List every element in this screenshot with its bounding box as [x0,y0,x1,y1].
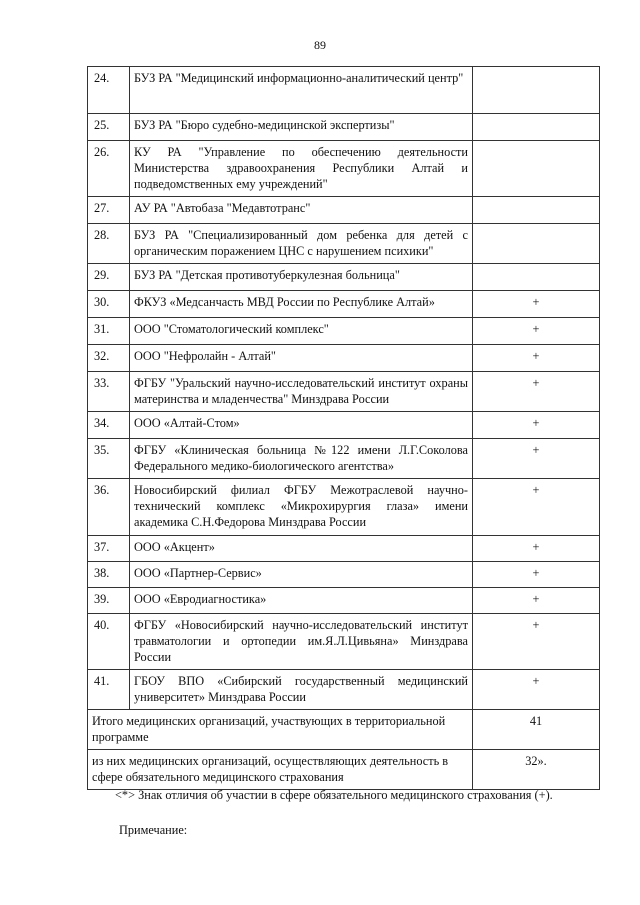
table-row [88,197,600,224]
row-number: 40. [88,614,130,670]
row-number: 38. [88,562,130,588]
organization-name: ФГБУ «Новосибирский научно-исследовательский институт травматологии и ортопедии им.Я.Л.Цивьяна» Минздрава России [130,614,473,670]
total-label: из них медицинских организаций, осуществляющих деятельность в сфере обязательного медицинского страхования [88,750,473,790]
total-label: Итого медицинских организаций, участвующих в территориальной программе [88,710,473,750]
oms-mark: + [473,318,600,345]
oms-mark [473,224,600,264]
table-row [88,114,600,141]
total-value: 32». [473,750,600,790]
row-number: 35. [88,439,130,479]
table-row [88,562,600,588]
organization-name: БУЗ РА "Специализированный дом ребенка для детей с органическим поражением ЦНС с нарушением психики" [130,224,473,264]
row-number: 26. [88,141,130,197]
row-number: 27. [88,197,130,224]
organization-name: ФГБУ "Уральский научно-исследовательский институт охраны материнства и младенчества" Минздрава России [130,372,473,412]
organization-name: ООО "Стоматологический комплекс" [130,318,473,345]
table-row [88,67,600,114]
total-value: 41 [473,710,600,750]
totals-row [88,710,600,750]
organization-name: АУ РА "Автобаза "Медавтотранс" [130,197,473,224]
table-row [88,372,600,412]
organization-name: ГБОУ ВПО «Сибирский государственный медицинский университет» Минздрава России [130,670,473,710]
row-number: 41. [88,670,130,710]
totals-row [88,750,600,790]
oms-mark [473,114,600,141]
organization-name: ФГБУ «Клиническая больница №122 имени Л.Г.Соколова Федерального медико-биологического агентства» [130,439,473,479]
table-row [88,264,600,291]
oms-mark: + [473,372,600,412]
table-row [88,479,600,536]
table-row [88,224,600,264]
oms-mark: + [473,291,600,318]
organization-name: ООО «Партнер-Сервис» [130,562,473,588]
row-number: 29. [88,264,130,291]
table-row [88,412,600,439]
row-number: 28. [88,224,130,264]
table-row [88,614,600,670]
row-number: 31. [88,318,130,345]
organization-name: ООО "Нефролайн - Алтай" [130,345,473,372]
row-number: 30. [88,291,130,318]
oms-mark: + [473,536,600,562]
row-number: 32. [88,345,130,372]
oms-mark: + [473,439,600,479]
table-row [88,345,600,372]
organization-name: ООО «Алтай-Стом» [130,412,473,439]
table-row [88,439,600,479]
row-number: 37. [88,536,130,562]
table-row [88,588,600,614]
oms-mark [473,141,600,197]
note-label: Примечание: [119,823,188,837]
oms-mark: + [473,670,600,710]
organization-name: ФКУЗ «Медсанчасть МВД России по Республике Алтай» [130,291,473,318]
row-number: 36. [88,479,130,536]
oms-mark: + [473,479,600,536]
organization-name: БУЗ РА "Бюро судебно-медицинской экспертизы" [130,114,473,141]
table-row [88,670,600,710]
oms-mark: + [473,412,600,439]
organization-name: КУ РА "Управление по обеспечению деятельности Министерства здравоохранения Республики Алтай и подведомственных ему учреждений" [130,141,473,197]
organizations-table [87,66,600,790]
organization-name: ООО «Акцент» [130,536,473,562]
row-number: 33. [88,372,130,412]
oms-mark [473,197,600,224]
oms-mark: + [473,614,600,670]
footnote: <*> Знак отличия об участии в сфере обязательного медицинского страхования (+). [115,788,553,802]
table-row [88,536,600,562]
organization-name: Новосибирский филиал ФГБУ Межотраслевой научно-технический комплекс «Микрохирургия глаза» имени академика С.Н.Федорова Минздрава России [130,479,473,536]
page-number: 89 [314,38,326,52]
table-row [88,291,600,318]
row-number: 39. [88,588,130,614]
oms-mark: + [473,588,600,614]
organization-name: БУЗ РА "Детская противотуберкулезная больница" [130,264,473,291]
organization-name: ООО «Евродиагностика» [130,588,473,614]
row-number: 25. [88,114,130,141]
oms-mark [473,67,600,114]
oms-mark: + [473,345,600,372]
organization-name: БУЗ РА "Медицинский информационно-аналитический центр" [130,67,473,114]
oms-mark: + [473,562,600,588]
table-row [88,141,600,197]
table-row [88,318,600,345]
oms-mark [473,264,600,291]
row-number: 24. [88,67,130,114]
row-number: 34. [88,412,130,439]
